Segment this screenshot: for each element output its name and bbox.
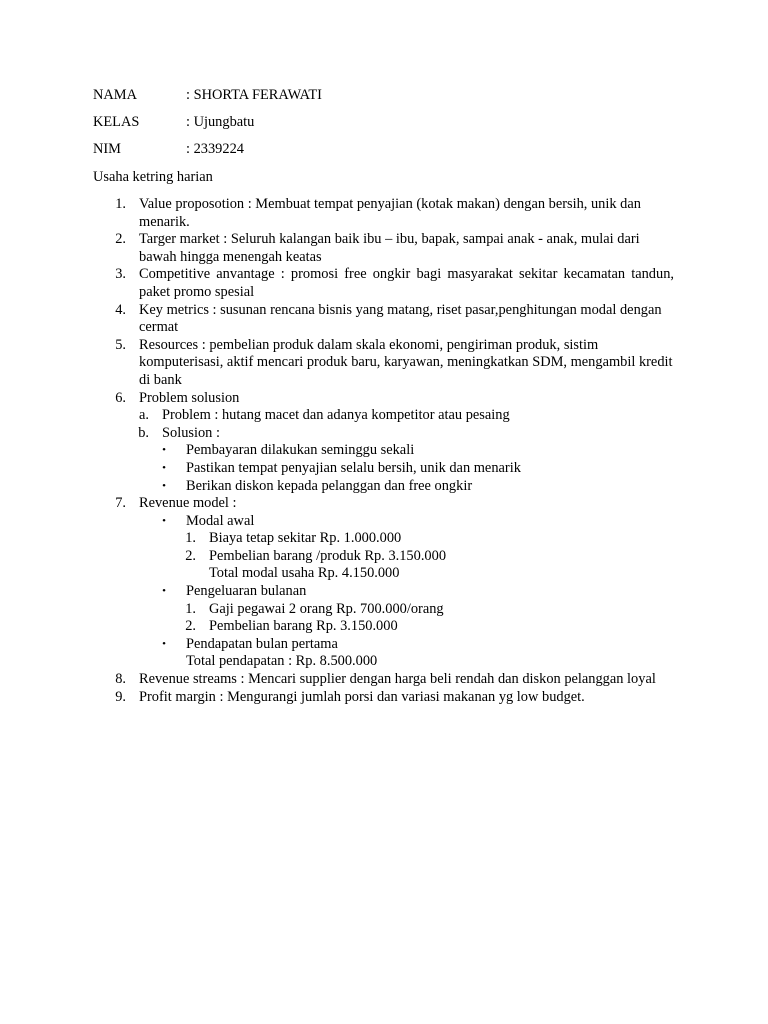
bullet-icon: • — [162, 461, 166, 474]
list-item-text: Revenue streams : Mencari supplier dengan harga beli rendah dan diskon pelanggan loyal — [139, 671, 656, 688]
list-item-text: Competitive anvantage : promosi free ongkir bagi masyarakat sekitar kecamatan tandun, paket promo spesial — [139, 266, 674, 300]
list-item — [0, 266, 768, 301]
list-item-text: Pembayaran dilakukan seminggu sekali — [186, 442, 415, 459]
list-item — [0, 495, 768, 513]
header-value: : Ujungbatu — [186, 114, 255, 130]
list-item-text: Pastikan tempat penyajian selalu bersih, unik dan menarik — [186, 459, 521, 476]
list-item-text: Total pendapatan : Rp. 8.500.000 — [186, 653, 378, 670]
bullet-item — [0, 478, 768, 496]
list-item-text: Pembelian barang /produk Rp. 3.150.000 — [209, 547, 447, 564]
list-marker: 8. — [115, 671, 126, 688]
header-label: KELAS — [93, 114, 140, 130]
list-item-text: Pembelian barang Rp. 3.150.000 — [209, 618, 398, 635]
list-item-text: Pendapatan bulan pertama — [186, 635, 338, 652]
bullet-item — [0, 513, 768, 531]
bullet-item — [0, 442, 768, 460]
list-item — [0, 302, 768, 337]
bullet-item — [0, 636, 768, 654]
list-item-text: Revenue model : — [139, 495, 237, 512]
sub-sub-list-item — [0, 601, 768, 619]
header-value: : 2339224 — [186, 141, 244, 157]
list-item — [0, 390, 768, 408]
bullet-item — [0, 460, 768, 478]
sub-list-item — [0, 407, 768, 425]
bullet-icon: • — [162, 514, 166, 527]
list-marker: 1. — [115, 196, 126, 212]
list-item — [0, 196, 768, 231]
sub-list-item — [0, 425, 768, 443]
list-marker: 1. — [185, 600, 196, 617]
list-marker: 1. — [185, 530, 196, 547]
list-marker: 3. — [115, 266, 126, 283]
sub-sub-list-item — [0, 548, 768, 566]
list-item — [0, 337, 768, 390]
list-marker: 5. — [115, 336, 126, 353]
list-marker: 6. — [115, 389, 126, 406]
list-marker: 4. — [115, 301, 126, 318]
list-marker: b. — [138, 424, 149, 441]
list-item-text: Key metrics : susunan rencana bisnis yang matang, riset pasar,penghitungan modal dengan cermat — [139, 301, 662, 336]
list-item-text: Resources : pembelian produk dalam skala ekonomi, pengiriman produk, sistim komputerisasi, aktif mencari produk baru, karyawan, meningkatkan SDM, mengambil kredit di bank — [139, 336, 673, 388]
bullet-item — [0, 583, 768, 601]
list-marker: a. — [139, 407, 149, 424]
list-item-text: Berikan diskon kepada pelanggan dan free ongkir — [186, 477, 473, 494]
list-item-text: Problem solusion — [139, 389, 240, 406]
list-item-text: Total modal usaha Rp. 4.150.000 — [209, 565, 400, 582]
header-value: : SHORTA FERAWATI — [186, 87, 322, 103]
list-item-text: Pengeluaran bulanan — [186, 583, 307, 600]
list-item — [0, 689, 768, 707]
list-item-text: Value proposotion : Membuat tempat penyajian (kotak makan) dengan bersih, unik dan menarik. — [139, 196, 641, 230]
list-item-text: Problem : hutang macet dan adanya kompetitor atau pesaing — [162, 407, 510, 424]
list-item-text: Targer market : Seluruh kalangan baik ibu – ibu, bapak, sampai anak - anak, mulai dari bawah hingga menengah keatas — [139, 231, 640, 265]
list-marker: 9. — [115, 688, 126, 705]
list-item-text: Modal awal — [186, 512, 255, 529]
list-item-text: Profit margin : Mengurangi jumlah porsi dan variasi makanan yg low budget. — [139, 688, 585, 705]
header-label: NIM — [93, 141, 121, 157]
header-label: NAMA — [93, 87, 137, 103]
sub-sub-list-item — [0, 618, 768, 636]
list-marker: 2. — [115, 231, 126, 248]
total-line — [0, 565, 768, 583]
list-marker: 2. — [185, 618, 196, 635]
business-model-list — [0, 196, 768, 706]
list-item — [0, 671, 768, 689]
document-intro: Usaha ketring harian — [93, 169, 213, 185]
bullet-icon: • — [162, 444, 166, 457]
list-item — [0, 231, 768, 266]
list-item-text: Solusion : — [162, 424, 220, 441]
list-item-text: Biaya tetap sekitar Rp. 1.000.000 — [209, 530, 402, 547]
total-line — [0, 653, 768, 671]
bullet-icon: • — [162, 637, 166, 650]
bullet-icon: • — [162, 585, 166, 598]
list-marker: 2. — [185, 547, 196, 564]
list-item-text: Gaji pegawai 2 orang Rp. 700.000/orang — [209, 600, 444, 617]
bullet-icon: • — [162, 479, 166, 492]
sub-sub-list-item — [0, 530, 768, 548]
list-marker: 7. — [115, 495, 126, 512]
